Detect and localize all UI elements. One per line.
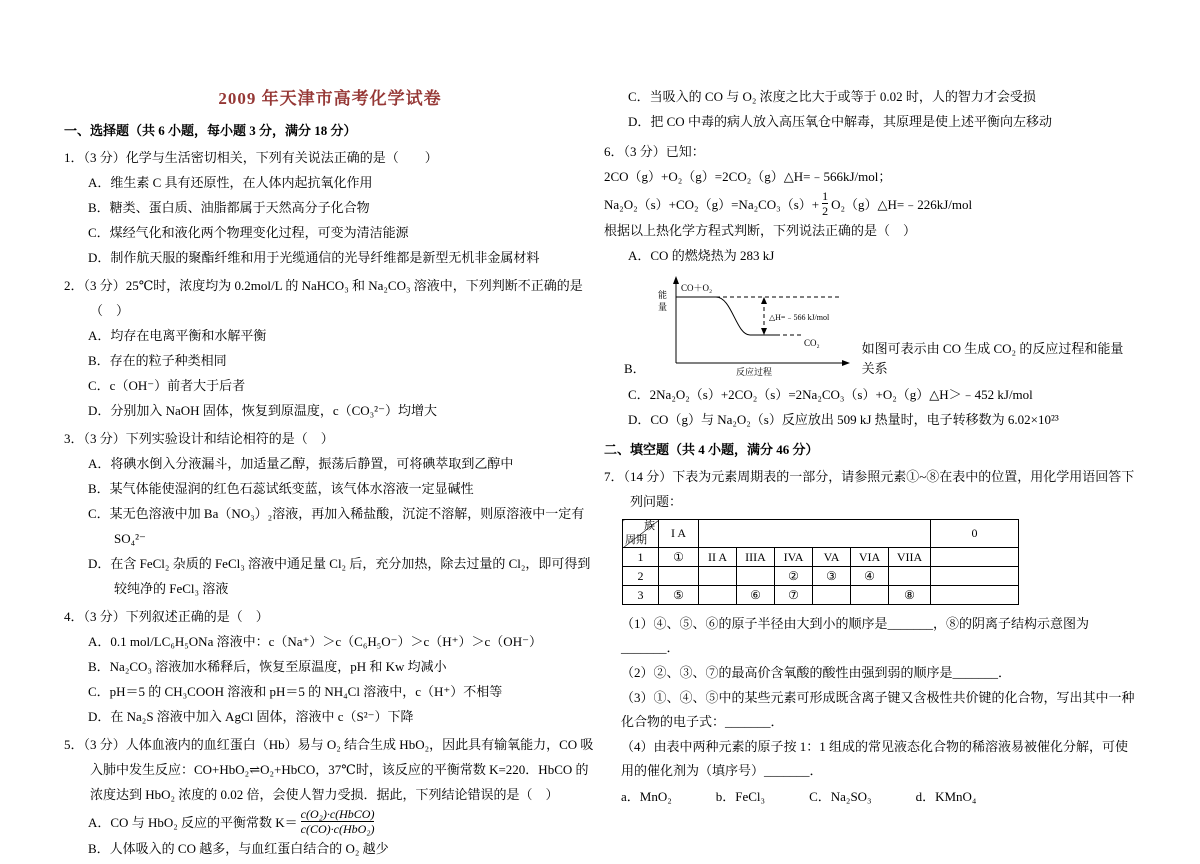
period-3-row	[623, 586, 1019, 605]
delta-h-label: △H=﹣566 kJ/mol	[768, 313, 829, 322]
question-4	[64, 604, 596, 729]
q1-option-b: B．糖类、蛋白质、油脂都属于天然高分子化合物	[88, 200, 370, 215]
q6-equation-2-left: Na₂O₂（s）+CO₂（g）=Na₂CO₃（s）+	[604, 197, 820, 212]
q7-catalyst-option-c: C．Na₂SO₃	[809, 789, 872, 804]
equilibrium-constant-fraction	[301, 807, 375, 836]
q2-option-d: D．分别加入 NaOH 固体，恢复到原温度，c（CO₃²⁻）均增大	[88, 403, 437, 418]
element-cell: ⑥	[737, 586, 775, 605]
q1-stem: 1．（3 分）化学与生活密切相关，下列有关说法正确的是（ ）	[64, 150, 438, 165]
q4-option-a: A．0.1 mol/LC₆H₅ONa 溶液中：c（Na⁺）＞c（C₆H₅O⁻）＞c（H⁺）＞c（OH⁻）	[88, 634, 542, 649]
q3-option-c: C．某无色溶液中加 Ba（NO₃）₂溶液，再加入稀盐酸，沉淀不溶解，则原溶液中一定有 SO₄²⁻	[88, 506, 585, 546]
q3-stem: 3．（3 分）下列实验设计和结论相符的是（ ）	[64, 431, 334, 446]
left-column	[64, 84, 596, 864]
group-header-cell: VA	[813, 548, 851, 567]
q5-option-c: C．当吸入的 CO 与 O₂ 浓度之比大于或等于 0.02 时，人的智力才会受损	[628, 89, 1036, 104]
q6-equation-2-right: O₂（g）△H=﹣226kJ/mol	[831, 197, 973, 212]
element-cell	[699, 567, 737, 586]
q7-sub-2: （2）②、③、⑦的最高价含氧酸的酸性由强到弱的顺序是_______．	[621, 665, 1012, 680]
q1-option-d: D．制作航天服的聚酯纤维和用于光缆通信的光导纤维都是新型无机非金属材料	[88, 250, 540, 265]
product-label: CO₂	[803, 338, 820, 348]
q6-option-a: A．CO 的燃烧热为 283 kJ	[628, 248, 775, 263]
q1-option-c: C．煤经气化和液化两个物理变化过程，可变为清洁能源	[88, 225, 409, 240]
q3-option-a: A．将碘水倒入分液漏斗，加适量乙醇，振荡后静置，可将碘萃取到乙醇中	[88, 456, 514, 471]
element-cell: ①	[659, 548, 699, 567]
q7-sub-4: （4）由表中两种元素的原子按 1：1 组成的常见液态化合物的稀溶液易被催化分解，可使用的催化剂为（填序号）_______．	[621, 739, 1129, 778]
element-cell	[931, 586, 1019, 605]
question-5	[64, 732, 596, 861]
header-spacer-cell	[699, 520, 931, 548]
q5-option-a-text: A．CO 与 HbO₂ 反应的平衡常数 K＝	[88, 815, 298, 830]
element-cell	[659, 567, 699, 586]
q6-equation-2	[604, 189, 1136, 218]
q7-sub-1: （1）④、⑤、⑥的原子半径由大到小的顺序是_______，⑧的阴离子结构示意图为_______．	[621, 616, 1090, 655]
page-title: 2009 年天津市高考化学试卷	[218, 89, 442, 108]
right-column	[604, 84, 1136, 812]
element-cell: ②	[775, 567, 813, 586]
q6-option-d: D．CO（g）与 Na₂O₂（s）反应放出 509 kJ 热量时，电子转移数为 6.02×10²³	[628, 412, 1059, 427]
fraction-numerator: c(O₂)·c(HbCO)	[300, 807, 375, 821]
delta-arrow-down-icon	[761, 328, 767, 335]
q5-option-d: D．把 CO 中毒的病人放入高压氧仓中解毒，其原理是使上述平衡向左移动	[628, 114, 1052, 129]
fraction-denominator: c(CO)·c(HbO₂)	[300, 822, 375, 836]
q2-option-a: A．均存在电离平衡和水解平衡	[88, 328, 267, 343]
q7-catalyst-options	[621, 785, 1136, 809]
q7-sub-3: （3）①、④、⑤中的某些元素可形成既含离子键又含极性共价键的化合物，写出其中一种化合物的电子式：_______．	[621, 690, 1135, 729]
q3-option-d: D．在含 FeCl₂ 杂质的 FeCl₃ 溶液中通足量 Cl₂ 后，充分加热，除去过量的 Cl₂，即可得到较纯净的 FeCl₃ 溶液	[88, 556, 591, 596]
section-fill-header: 二、填空题（共 4 小题，满分 46 分）	[604, 442, 819, 457]
q6-stem: 6．（3 分）已知：	[604, 144, 705, 159]
element-cell: ⑧	[889, 586, 931, 605]
y-axis-label: 能	[657, 290, 667, 300]
q6-option-c: C．2Na₂O₂（s）+2CO₂（s）=2Na₂CO₃（s）+O₂（g）△H＞﹣452 kJ/mol	[628, 387, 1033, 402]
q5-option-a	[88, 807, 596, 836]
y-axis-label-2: 量	[657, 302, 667, 312]
group-header-cell: VIIA	[889, 548, 931, 567]
q6-option-b	[624, 271, 1136, 379]
energy-diagram	[654, 271, 854, 379]
section-choice-header: 一、选择题（共 6 小题，每小题 3 分，满分 18 分）	[64, 123, 357, 138]
q5-stem: 5．（3 分）人体血液内的血红蛋白（Hb）易与 O₂ 结合生成 HbO₂，因此具有输氧能力，CO 吸入肺中发生反应：CO+HbO₂⇌O₂+HbCO，37℃时，该反应的平衡常数 K=220．HbCO 的浓度达到 HbO₂ 浓度的 0.02 倍，会使人智力受损．据此，下列结论错误的是（ ）	[64, 737, 594, 802]
period-label: 1	[623, 548, 659, 567]
q5-option-b: B．人体吸入的 CO 越多，与血红蛋白结合的 O₂ 越少	[88, 841, 389, 856]
q7-catalyst-option-b: b．FeCl₃	[715, 789, 766, 804]
x-axis-label: 反应过程	[735, 367, 772, 377]
periodic-table	[622, 519, 1019, 605]
q6-option-b-caption: 如图可表示由 CO 生成 CO₂ 的反应过程和能量关系	[861, 341, 1124, 376]
q7-catalyst-option-a: a．MnO₂	[621, 789, 672, 804]
element-cell	[931, 548, 1019, 567]
element-cell: ④	[851, 567, 889, 586]
one-half-fraction	[822, 189, 828, 218]
q4-stem: 4．（3 分）下列叙述正确的是（ ）	[64, 609, 269, 624]
delta-arrow-up-icon	[761, 297, 767, 304]
element-cell	[699, 586, 737, 605]
period-label: 3	[623, 586, 659, 605]
q4-option-b: B．Na₂CO₃ 溶液加水稀释后，恢复至原温度，pH 和 Kw 均减小	[88, 659, 447, 674]
question-6	[604, 139, 1136, 432]
period-2-row	[623, 567, 1019, 586]
q2-stem: 2．（3 分）25℃时，浓度均为 0.2mol/L 的 NaHCO₃ 和 Na₂CO₃ 溶液中，下列判断不正确的是（ ）	[64, 278, 583, 318]
x-axis-arrow-icon	[842, 360, 850, 366]
q6-option-b-label: B．	[624, 361, 646, 376]
period-axis-label: 周期	[625, 534, 647, 546]
group-header-cell: VIA	[851, 548, 889, 567]
q2-option-b: B．存在的粒子种类相同	[88, 353, 227, 368]
q6-judge-line: 根据以上热化学方程式判断，下列说法正确的是（ ）	[604, 223, 917, 238]
q7-catalyst-option-d: d．KMnO₄	[915, 789, 977, 804]
question-7	[604, 464, 1136, 809]
group-header-cell: II A	[699, 548, 737, 567]
corner-cell	[623, 520, 659, 548]
group-ia-header: I A	[659, 520, 699, 548]
table-header-row	[623, 520, 1019, 548]
q3-option-b: B．某气体能使湿润的红色石蕊试纸变蓝，该气体水溶液一定显碱性	[88, 481, 474, 496]
q4-option-d: D．在 Na₂S 溶液中加入 AgCl 固体，溶液中 c（S²⁻）下降	[88, 709, 414, 724]
element-cell: ⑦	[775, 586, 813, 605]
fraction-denominator: 2	[822, 204, 829, 218]
element-cell: ③	[813, 567, 851, 586]
element-cell	[737, 567, 775, 586]
period-label: 2	[623, 567, 659, 586]
group-header-cell: IVA	[775, 548, 813, 567]
question-5-continued	[604, 84, 1136, 134]
element-cell	[931, 567, 1019, 586]
group-0-header: 0	[931, 520, 1019, 548]
question-3	[64, 426, 596, 601]
q4-option-c: C．pH＝5 的 CH₃COOH 溶液和 pH＝5 的 NH₄Cl 溶液中，c（H⁺）不相等	[88, 684, 503, 699]
q1-option-a: A．维生素 C 具有还原性，在人体内起抗氧化作用	[88, 175, 373, 190]
q7-stem: 7．（14 分）下表为元素周期表的一部分，请参照元素①~⑧在表中的位置，用化学用语回答下列问题：	[604, 469, 1135, 509]
q6-equation-1: 2CO（g）+O₂（g）=2CO₂（g）△H=﹣566kJ/mol；	[604, 169, 892, 184]
question-1	[64, 145, 596, 270]
reactants-label: CO＋O₂	[680, 283, 712, 293]
q2-option-c: C．c（OH⁻）前者大于后者	[88, 378, 246, 393]
element-cell	[813, 586, 851, 605]
y-axis-arrow-icon	[673, 276, 679, 284]
question-2	[64, 273, 596, 423]
element-cell: ⑤	[659, 586, 699, 605]
group-axis-label: 族	[644, 520, 655, 532]
period-1-row	[623, 548, 1019, 567]
group-header-cell: IIIA	[737, 548, 775, 567]
fraction-numerator: 1	[822, 189, 829, 203]
element-cell	[851, 586, 889, 605]
element-cell	[889, 567, 931, 586]
